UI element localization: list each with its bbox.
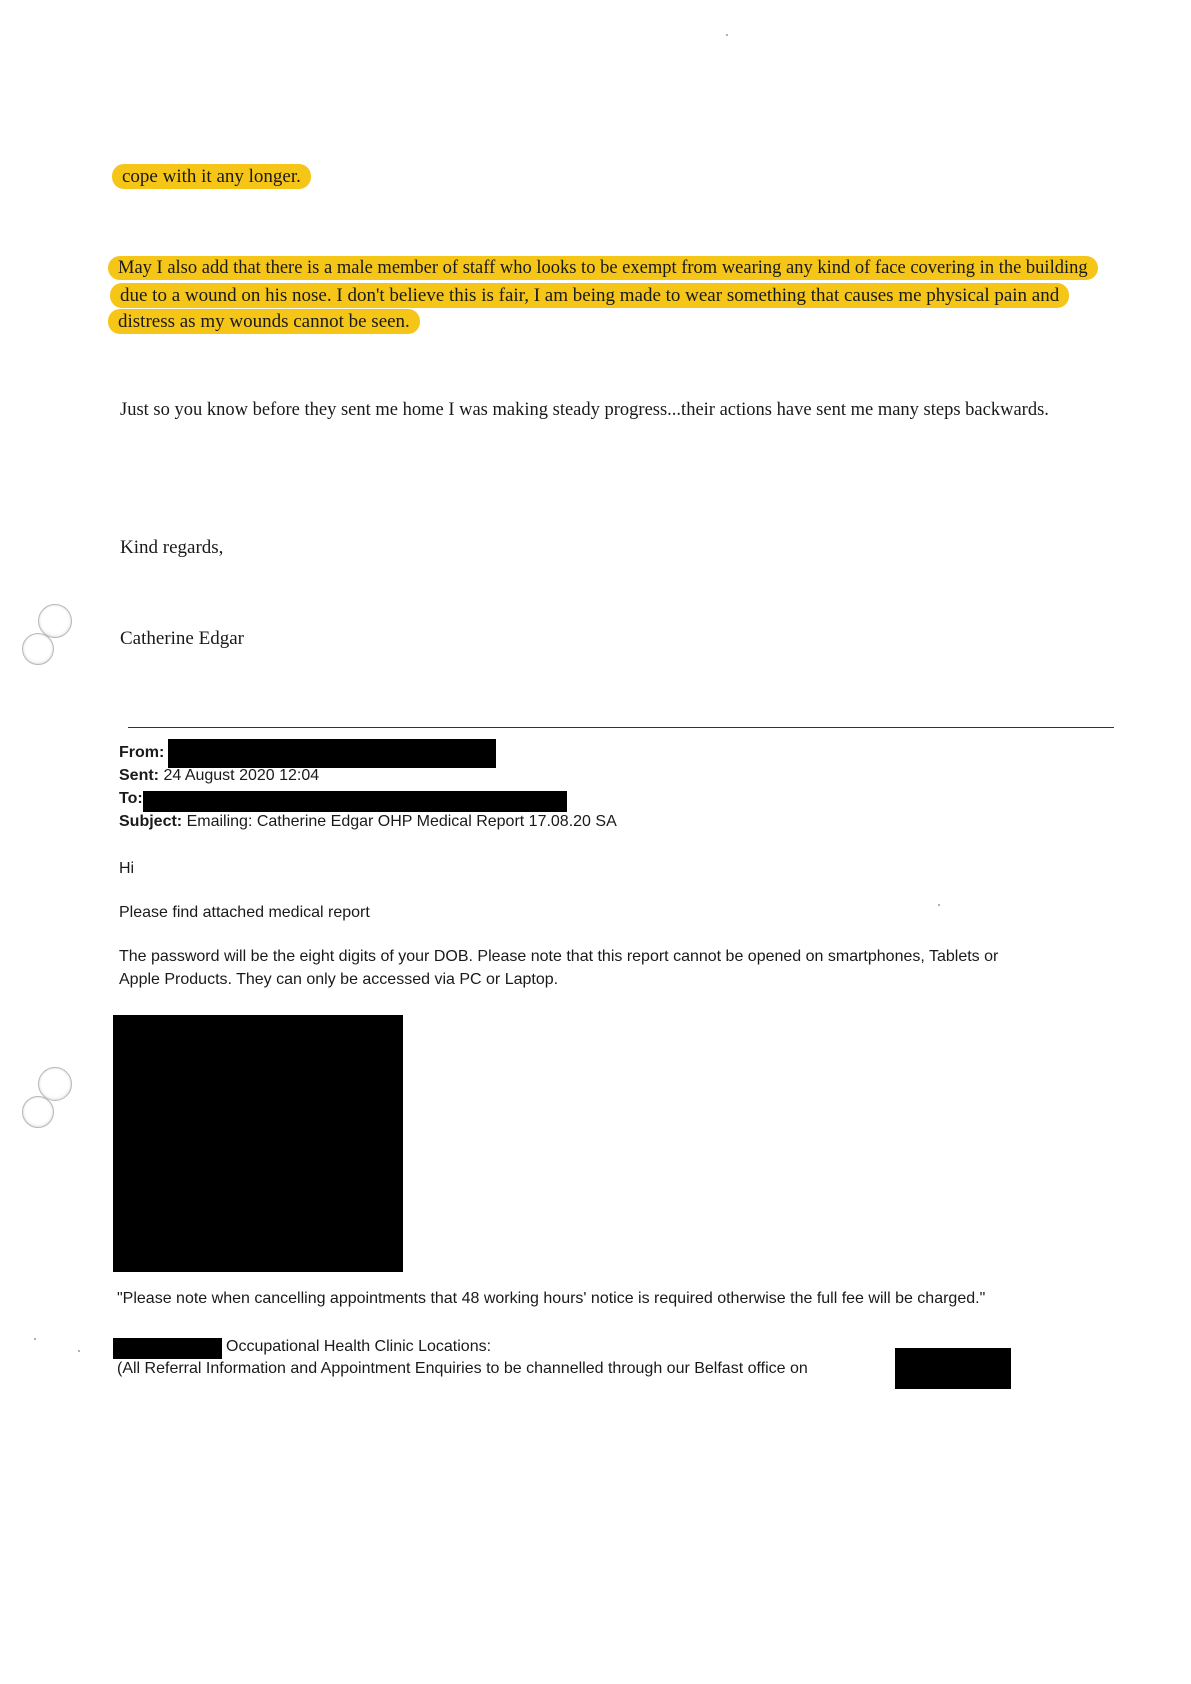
highlighted-text: due to a wound on his nose. I don't believe this is fair, I am being made to wear something that causes me physical pain and: [110, 283, 1069, 308]
punch-hole: [22, 1096, 54, 1128]
subject-label: Subject:: [119, 813, 183, 830]
sent-label: Sent:: [119, 767, 159, 784]
letter-progress-paragraph: Just so you know before they sent me home I was making steady progress...their actions have sent me many steps backwards.: [120, 400, 1049, 420]
email-body-attached: Please find attached medical report: [119, 904, 370, 921]
email-to-row: [119, 788, 143, 810]
redaction-to: [143, 791, 567, 812]
email-referral-note: (All Referral Information and Appointment Enquiries to be channelled through our Belfast office on: [117, 1360, 808, 1377]
redaction-company-name: [113, 1338, 222, 1359]
scan-speck: [726, 34, 728, 36]
letter-mask-line-1: [108, 255, 1098, 281]
letter-signature: Catherine Edgar: [120, 628, 244, 649]
email-greeting: Hi: [119, 860, 135, 877]
highlighted-text: distress as my wounds cannot be seen.: [108, 309, 420, 334]
email-subject-row: [119, 811, 617, 833]
letter-mask-line-2: [110, 283, 1069, 309]
scan-speck: [938, 904, 940, 906]
scan-speck: [78, 1350, 80, 1352]
subject-value: Emailing: Catherine Edgar OHP Medical Report 17.08.20 SA: [186, 813, 617, 830]
highlighted-text: cope with it any longer.: [112, 164, 311, 189]
sent-value: 24 August 2020 12:04: [163, 767, 320, 784]
email-sent-row: [119, 765, 319, 787]
email-clinic-locations: Occupational Health Clinic Locations:: [226, 1338, 492, 1355]
to-label: To:: [119, 790, 143, 807]
redaction-from: [168, 739, 496, 768]
highlighted-text: May I also add that there is a male member of staff who looks to be exempt from wearing any kind of face covering in the building: [108, 256, 1098, 280]
letter-line-cope: [112, 164, 311, 190]
from-label: From:: [119, 744, 165, 761]
email-body-password-2: Apple Products. They can only be accessed via PC or Laptop.: [119, 971, 559, 988]
redaction-phone-number: [895, 1348, 1011, 1389]
email-from-row: [119, 742, 164, 764]
email-body-password-1: The password will be the eight digits of your DOB. Please note that this report cannot be opened on smartphones, Tablets or: [119, 948, 999, 965]
letter-mask-line-3: [108, 309, 420, 335]
punch-hole: [22, 633, 54, 665]
email-cancel-note: "Please note when cancelling appointments that 48 working hours' notice is required otherwise the full fee will be charged.": [117, 1290, 986, 1307]
email-separator-rule: [128, 727, 1114, 728]
scan-speck: [34, 1338, 36, 1340]
redaction-logo-block: [113, 1015, 403, 1272]
letter-closing: Kind regards,: [120, 537, 224, 558]
